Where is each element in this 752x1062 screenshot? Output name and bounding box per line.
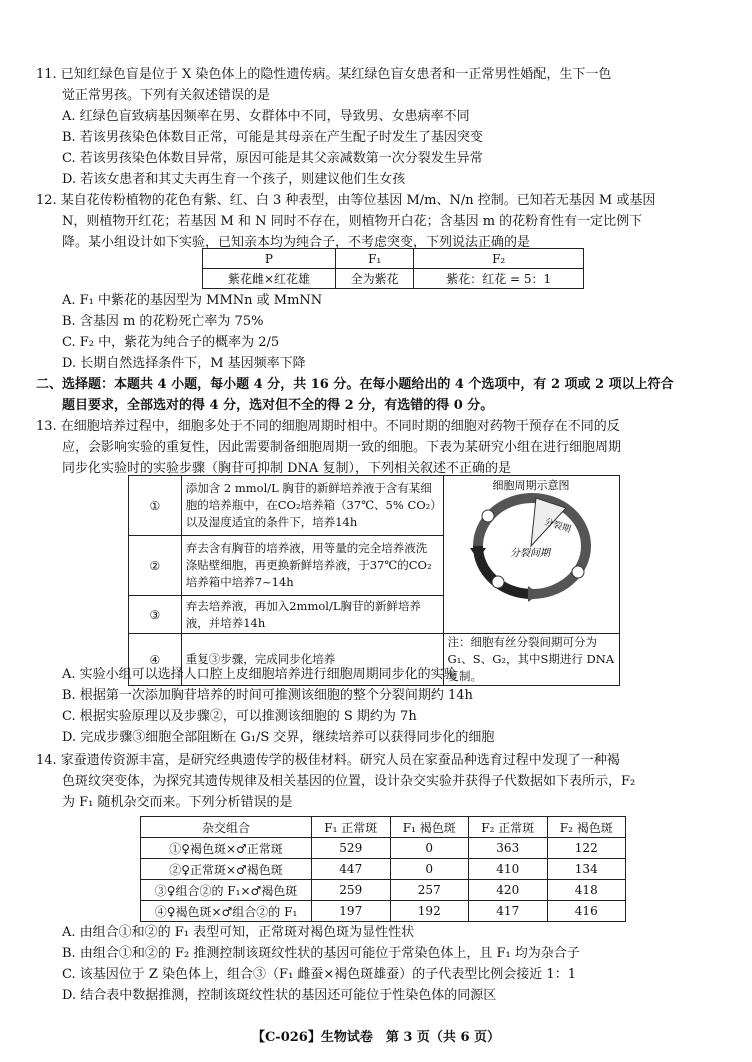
q13-steps-table <box>128 475 620 686</box>
q13-step-number: ① <box>129 476 182 536</box>
cell-cycle-figure <box>443 476 619 634</box>
q14-cell: ④♀褐色斑×♂组合②的 F₁ <box>141 901 312 922</box>
q14-header: 杂交组合 <box>141 817 312 838</box>
label-mitosis: 分裂期 <box>543 517 573 536</box>
q14-cell: 418 <box>547 880 626 901</box>
q14-stem-line1: 14. 家蚕遗传资源丰富，是研究经典遗传学的极佳材料。研究人员在家蚕品种选育过程中发现了一种褐 <box>36 753 620 768</box>
q12-cell-f1: 全为紫花 <box>335 269 413 289</box>
q11-option-d: D. 若该女患者和其丈夫再生育一个孩子，则建议他们生女孩 <box>62 172 406 187</box>
q14-cell: 410 <box>469 859 548 880</box>
q12-header-f2: F₂ <box>414 249 584 269</box>
q13-step-text: 重复③步骤，完成同步化培养 <box>181 634 443 686</box>
q14-cell: 0 <box>390 859 469 880</box>
q14-cell: 363 <box>469 838 548 859</box>
q11-stem-line1: 11. 已知红绿色盲是位于 X 染色体上的隐性遗传病。某红绿色盲女患者和一正常男性婚配，生下一色 <box>36 67 612 82</box>
q14-header: F₁ 正常斑 <box>312 817 391 838</box>
label-interphase: 分裂间期 <box>510 548 551 559</box>
q13-option-a: A. 实验小组可以选择人口腔上皮细胞培养进行细胞周期同步化的实验 <box>62 667 457 682</box>
q11-option-b: B. 若该男孩染色体数目正常，可能是其母亲在产生配子时发生了基因突变 <box>62 130 483 145</box>
q13-stem-line3: 同步化实验时的实验步骤（胸苷可抑制 DNA 复制），下列相关叙述不正确的是 <box>62 461 511 476</box>
q11-stem-line2: 觉正常男孩。下列有关叙述错误的是 <box>62 88 271 103</box>
q13-stem-line2: 应，会影响实验的重复性，因此需要制备细胞周期一致的细胞。下表为某研究小组在进行细胞周期 <box>62 440 622 455</box>
q14-option-b: B. 由组合①和②的 F₂ 推测控制该斑纹性状的基因可能位于常染色体上，且 F₁ 均为杂合子 <box>62 946 580 961</box>
q14-cell: 134 <box>547 859 626 880</box>
phase-marker <box>482 510 494 522</box>
table-row <box>141 838 626 859</box>
figure-note: 注：细胞有丝分裂间期可分为 G₁、S、G₂，其中S期进行 DNA 复制。 <box>443 634 619 686</box>
q14-cell: ②♀正常斑×♂褐色斑 <box>141 859 312 880</box>
q14-data-table <box>140 816 626 922</box>
q12-cell-f2: 紫花：红花 = 5：1 <box>414 269 584 289</box>
q13-step-number: ③ <box>129 596 182 634</box>
q14-option-a: A. 由组合①和②的 F₁ 表型可知，正常斑对褐色斑为显性性状 <box>62 925 415 940</box>
q13-option-b: B. 根据第一次添加胸苷培养的时间可推测该细胞的整个分裂间期约 14h <box>62 688 473 703</box>
phase-marker <box>492 576 504 588</box>
q14-header: F₂ 褐色斑 <box>547 817 626 838</box>
table-row <box>141 859 626 880</box>
q13-step-number: ② <box>129 536 182 596</box>
q13-step-number: ④ <box>129 634 182 686</box>
q14-stem-line2: 色斑纹突变体，为探究其遗传规律及相关基因的位置，设计杂交实验并获得子代数据如下表所示，F₂ <box>62 774 636 789</box>
table-row <box>141 901 626 922</box>
q14-option-d: D. 结合表中数据推测，控制该斑纹性状的基因还可能位于性染色体的同源区 <box>62 988 497 1003</box>
q14-cell: 197 <box>312 901 391 922</box>
q14-cell: 420 <box>469 880 548 901</box>
q11-option-a: A. 红绿色盲致病基因频率在男、女群体中不同，导致男、女患病率不同 <box>62 109 470 124</box>
q13-option-c: C. 根据实验原理以及步骤②，可以推测该细胞的 S 期约为 7h <box>62 709 417 724</box>
section2-heading-line2: 题目要求，全部选对的得 4 分，选对但不全的得 2 分，有选错的得 0 分。 <box>62 398 494 413</box>
q13-step-text: 弃去含有胸苷的培养液，用等量的完全培养液洗涤贴壁细胞，再更换新鲜培养液，于37℃的CO₂培养箱中培养7~14h <box>181 536 443 596</box>
figure-title: 细胞周期示意图 <box>492 479 570 492</box>
cell-cycle-diagram <box>448 476 614 614</box>
q12-header-p: P <box>203 249 336 269</box>
q13-option-d: D. 完成步骤③细胞全部阻断在 G₁/S 交界，继续培养可以获得同步化的细胞 <box>62 730 495 745</box>
q12-option-c: C. F₂ 中，紫花为纯合子的概率为 2/5 <box>62 335 280 350</box>
q14-cell: 447 <box>312 859 391 880</box>
q14-cell: 529 <box>312 838 391 859</box>
q12-cell-p: 紫花雌×红花雄 <box>203 269 336 289</box>
q14-stem-line3: 为 F₁ 随机杂交而来。下列分析错误的是 <box>62 795 293 810</box>
page-footer: 【C-026】生物试卷 第 3 页（共 6 页） <box>251 1030 501 1045</box>
q12-stem-line2: N，则植物开红花；若基因 M 和 N 同时不存在，则植物开白花；含基因 m 的花粉育性有一定比例下 <box>62 214 643 229</box>
q14-cell: 0 <box>390 838 469 859</box>
phase-marker <box>572 566 584 578</box>
q14-cell: 417 <box>469 901 548 922</box>
q13-stem-line1: 13. 在细胞培养过程中，细胞多处于不同的细胞周期时相中。不同时期的细胞对药物干预存在不同的反 <box>36 419 620 434</box>
section2-heading-line1: 二、选择题：本题共 4 小题，每小题 4 分，共 16 分。在每小题给出的 4 个选项中，有 2 项或 2 项以上符合 <box>36 377 674 392</box>
q12-stem-line1: 12. 某自花传粉植物的花色有紫、红、白 3 种表型，由等位基因 M/m、N/n 控制。已知若无基因 M 或基因 <box>36 193 656 208</box>
q14-header: F₁ 褐色斑 <box>390 817 469 838</box>
q12-stem-line3: 降。某小组设计如下实验，已知亲本均为纯合子，不考虑突变，下列说法正确的是 <box>62 235 531 250</box>
q14-cell: ①♀褐色斑×♂正常斑 <box>141 838 312 859</box>
q14-cell: 259 <box>312 880 391 901</box>
q13-step-text: 添加含 2 mmol/L 胸苷的新鲜培养液于含有某细胞的培养瓶中，在CO₂培养箱（37℃、5% CO₂）以及湿度适宜的条件下，培养14h <box>181 476 443 536</box>
cycle-arrowhead-icon <box>528 586 540 602</box>
q14-cell: ③♀组合②的 F₁×♂褐色斑 <box>141 880 312 901</box>
q14-cell: 192 <box>390 901 469 922</box>
q14-cell: 122 <box>547 838 626 859</box>
q12-option-b: B. 含基因 m 的花粉死亡率为 75% <box>62 314 264 329</box>
q12-cross-table <box>202 248 584 289</box>
q14-cell: 257 <box>390 880 469 901</box>
table-row <box>141 880 626 901</box>
q12-option-d: D. 长期自然选择条件下，M 基因频率下降 <box>62 356 306 371</box>
q11-option-c: C. 若该男孩染色体数目异常，原因可能是其父亲减数第一次分裂发生异常 <box>62 151 483 166</box>
q12-option-a: A. F₁ 中紫花的基因型为 MMNn 或 MmNN <box>62 293 323 308</box>
q13-step-text: 弃去培养液，再加入2mmol/L胸苷的新鲜培养液，并培养14h <box>181 596 443 634</box>
q14-header: F₂ 正常斑 <box>469 817 548 838</box>
q14-cell: 416 <box>547 901 626 922</box>
q12-header-f1: F₁ <box>335 249 413 269</box>
q14-option-c: C. 该基因位于 Z 染色体上，组合③（F₁ 雌蚕×褐色斑雄蚕）的子代表型比例会接近 1：1 <box>62 967 576 982</box>
